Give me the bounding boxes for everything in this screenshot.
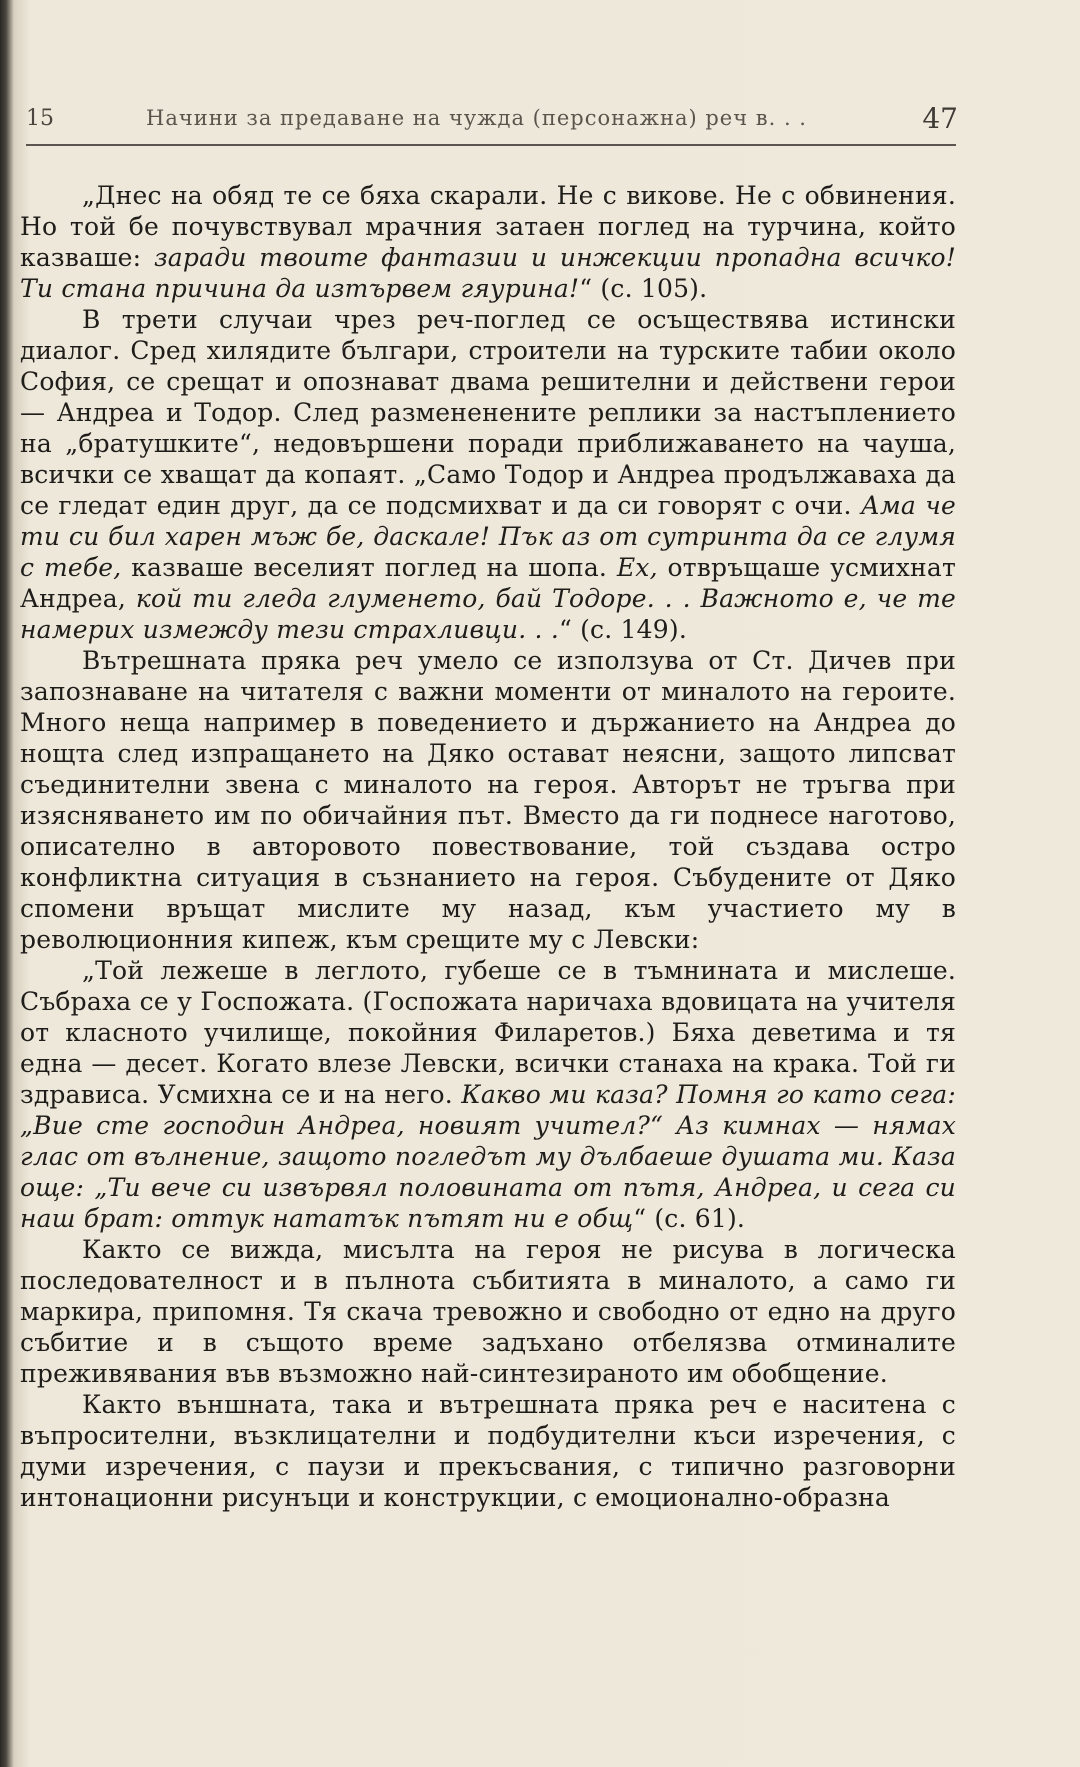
text-run: „Той лежеше в леглото, губеше се в тъмнината и мислеше. Събраха се у Госпожата. (Госпожата наричаха вдовицата на учителя от класното училище, покойния Филаретов.) Бяха деветима и тя една — десет. Когато влезе Левски, всички станаха на крака. Той ги здрависа. Усмихна се и на него.	[20, 956, 956, 1109]
text-run: казваше веселият поглед на шопа.	[121, 553, 617, 582]
text-run: “ (с. 61).	[633, 1204, 746, 1233]
header-rule	[26, 144, 956, 146]
paragraph-1	[20, 180, 956, 304]
header-title: Начини за предаване на чужда (персонажна) реч в. . .	[146, 106, 807, 130]
italic-run: Ех,	[616, 553, 658, 582]
text-run: отвръщаше усмихнат Андреа,	[20, 553, 957, 613]
italic-run: Ама че ти си бил харен мъж бе, даскале! Пък аз от сутринта да се глумя с тебе,	[20, 491, 956, 582]
italic-run: Какво ми каза? Помня го като сега: „Вие сте господин Андреа, новият учител?“ Аз кимнах — нямах глас от вълнение, защото погледът му дълбаеше душата ми. Каза още: „Ти вече си извървял половината от пътя, Андреа, и сега си наш брат: оттук нататък пътят ни е общ	[20, 1080, 956, 1233]
text-run: Вътрешната пряка реч умело се използува от Ст. Дичев при запознаване на читателя с важни моменти от миналото на героите. Много неща например в поведението и държанието на Андреа до нощта след изпращането на Дяко остават неясни, защото липсват съединителни звена с миналото на героя. Авторът не тръгва при изясняването им по обичайния път. Вместо да ги поднесе наготово, описателно в авторовото повествование, той създава остро конфликтна ситуация в съзнанието на героя. Събудените от Дяко спомени връщат мислите му назад, към участието му в революционния кипеж, към срещите му с Левски:	[20, 646, 956, 954]
paragraph-4	[20, 955, 956, 1234]
paragraph-2	[20, 304, 956, 645]
paragraph-6	[20, 1389, 956, 1513]
text-run: Както се вижда, мисълта на героя не рисува в логическа последователност и в пълнота събитията в миналото, а само ги маркира, припомня. Тя скача тревожно и свободно от едно на друго събитие и в същото време задъхано отбелязва отминалите преживявания във възможно най-синтезираното им обобщение.	[20, 1235, 956, 1388]
text-run: Както външната, така и вътрешната пряка реч е наситена с въпросителни, възклицателни и подбудителни къси изречения, с думи изречения, с паузи и прекъсвания, с типично разговорни интонационни рисунъци и конструкции, с емоционално-образна	[20, 1390, 956, 1512]
italic-run: кой ти гледа глуменето, бай Тодоре. . . Важното е, че те намерих измежду тези страхливци. . .	[20, 584, 957, 644]
text-run: „Днес на обяд те се бяха скарали. Не с викове. Не с обвинения. Но той бе почувствувал мрачния затаен поглед на турчина, който казваше:	[20, 181, 956, 272]
text-run: “ (с. 105).	[579, 274, 708, 303]
text-run: “ (с. 149).	[558, 615, 687, 644]
paragraph-3	[20, 645, 956, 955]
body-text	[20, 180, 956, 1513]
paragraph-5	[20, 1234, 956, 1389]
running-header	[26, 100, 958, 144]
text-run: В трети случаи чрез реч-поглед се осъществява истински диалог. Сред хилядите българи, строители на турските табии около София, се срещат и опознават двама решителни и действени герои — Андреа и Тодор. След размененените реплики за настъплението на „братушките“, недовършени поради приближаването на чауша, всички се хващат да копаят. „Само Тодор и Андреа продължаваха да се гледат един друг, да се подсмихват и да си говорят с очи.	[20, 305, 956, 520]
italic-run: заради твоите фантазии и инжекции пропадна всичко! Ти стана причина да изтървем гяурина!	[20, 243, 956, 303]
page-number: 47	[922, 102, 958, 135]
header-section-number: 15	[26, 106, 54, 131]
